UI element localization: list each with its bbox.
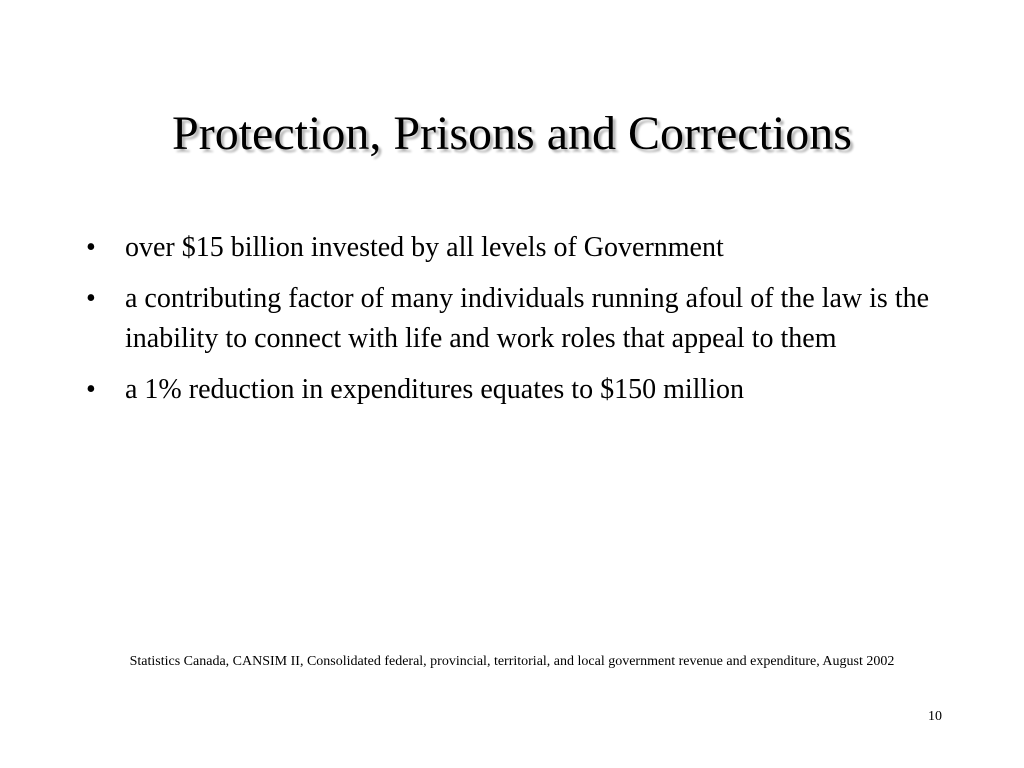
bullet-text: over $15 billion invested by all levels of Government xyxy=(125,232,724,263)
bullet-item-government-investment xyxy=(86,228,946,268)
bullet-text: a contributing factor of many individuals running afoul of the law is the inability to connect with life and work roles that appeal to them xyxy=(125,283,930,354)
bullet-item-contributing-factor xyxy=(86,279,946,359)
source-citation: Statistics Canada, CANSIM II, Consolidated federal, provincial, territorial, and local government revenue and expenditure, August 2002 xyxy=(129,654,895,669)
page-number: 10 xyxy=(928,709,942,724)
bullet-icon: • xyxy=(86,232,96,263)
bullet-list xyxy=(86,228,946,421)
bullet-item-expenditure-reduction xyxy=(86,370,946,410)
bullet-icon: • xyxy=(86,374,96,405)
slide-title: Protection, Prisons and Corrections xyxy=(172,107,852,160)
bullet-icon: • xyxy=(86,283,96,314)
bullet-text: a 1% reduction in expenditures equates to $150 million xyxy=(125,374,744,405)
